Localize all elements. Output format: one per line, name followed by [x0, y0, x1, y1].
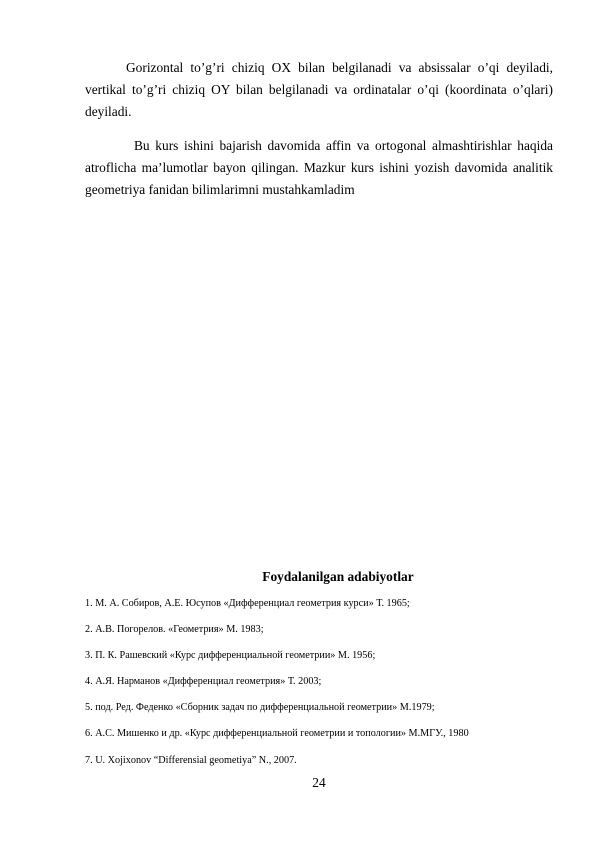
reference-item: 4. А.Я. Нарманов «Дифференциал геометрия» Т. 2003; — [85, 676, 322, 688]
reference-item: 5. под. Ред. Феденко «Сборник задач по дифференциальной геометрии» М.1979; — [85, 702, 435, 714]
reference-item: 2. А.В. Погорелов. «Геометрия» М. 1983; — [85, 624, 264, 636]
reference-item: 3. П. К. Рашевский «Курс дифференциальной геометрии» М. 1956; — [85, 650, 376, 662]
references-list — [85, 597, 565, 780]
reference-item: 1. М. А. Собиров, А.Е. Юсупов «Дифференциал геометрия курси» Т. 1965; — [85, 598, 410, 609]
references-title: Foydalanilgan adabiyotlar — [262, 569, 414, 584]
body-paragraph-conclusion: Bu kurs ishini bajarish davomida affin va ortogonal almashtirishlar haqida atroflicha ma’lumotlar bayon qilingan. Mazkur kurs ishini yozish davomida analitik geometriya fanidan bilimlarimni mustahkamladim — [85, 138, 553, 197]
page-number: 24 — [312, 775, 326, 790]
body-paragraph-axes: Gorizontal to’g’ri chiziq OX bilan belgilanadi va absissalar o’qi deyiladi, vertikal to’g’ri chiziq OY bilan belgilanadi va ordinatalar o’qi (koordinata o’qlari) deyiladi. — [85, 60, 553, 119]
reference-item: 6. А.С. Мишенко и др. «Курс дифференциальной геометрии и топологии» М.МГУ., 1980 — [85, 728, 469, 740]
reference-item: 7. U. Xojixonov “Differensial geometiya” N., 2007. — [85, 754, 297, 766]
